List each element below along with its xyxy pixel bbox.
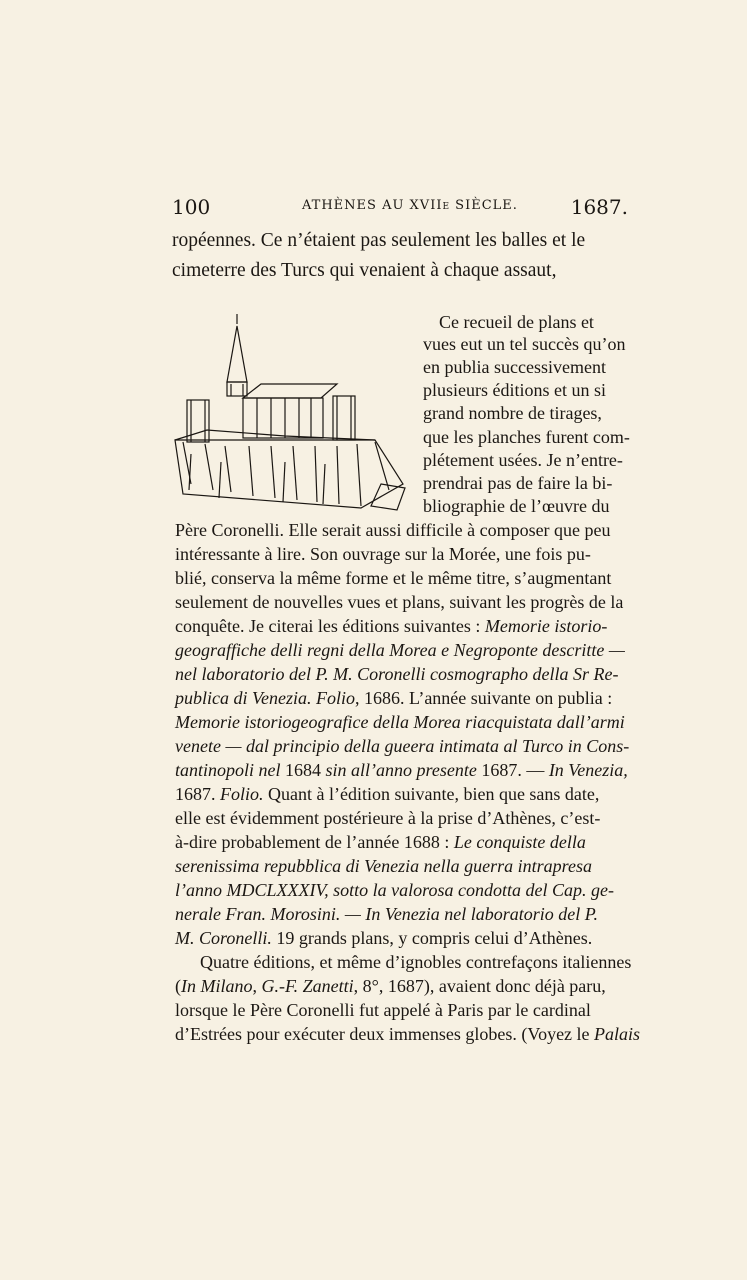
fortress-illustration [165,312,413,520]
text-line [175,832,586,853]
text-line: l’anno MDCLXXXIV, sotto la valorosa condotta del Cap. ge- [175,880,614,900]
text-line: Quatre éditions, et même d’ignobles contrefaçons italiennes [200,952,632,972]
text-span: 1684 [285,760,326,780]
italic-title: In Venezia, [548,760,628,780]
text-line: en publia successivement [423,357,606,377]
italic-title: publica di Venezia. Folio [175,688,355,708]
italic-title: Le conquiste della [453,832,586,852]
text-line: lorsque le Père Coronelli fut appelé à Paris par le cardinal [175,1000,591,1020]
text-line [175,784,599,805]
text-line [175,976,606,997]
text-span: , [252,976,262,996]
text-line [175,928,592,949]
text-line: serenissima repubblica di Venezia nella guerra intrapresa [175,856,592,876]
text-line [175,616,607,637]
text-line: Memorie istoriogeografice della Morea riacquistata dall’armi [175,712,625,732]
italic-title: Palais [594,1024,641,1044]
running-header [172,195,628,223]
text-line: intéressante à lire. Son ouvrage sur la Morée, une fois pu- [175,544,591,564]
text-span: 1687. — [481,760,549,780]
text-line: venete — dal principio della gueera intimata al Turco in Cons- [175,736,630,756]
text-line: nerale Fran. Morosini. — In Venezia nel laboratorio del P. [175,904,598,924]
text-span: 19 grands plans, y compris celui d’Athènes. [271,928,593,948]
text-line: grand nombre de tirages, [423,403,602,423]
text-line: elle est évidemment postérieure à la prise d’Athènes, c’est- [175,808,601,828]
running-title: ATHÈNES AU XVIIe SIÈCLE. [302,198,518,213]
text-line: Père Coronelli. Elle serait aussi difficile à composer que peu [175,520,611,540]
fortress-icon [165,312,413,520]
text-line: que les planches furent com- [423,427,630,447]
text-span: d’Estrées pour exécuter deux immenses globes. (Voyez le [175,1024,595,1044]
text-span: , 1686. L’année suivante on publia : [354,688,613,708]
text-line: Ce recueil de plans et [439,312,594,332]
text-line: bliographie de l’œuvre du [423,496,610,516]
text-line: cimeterre des Turcs qui venaient à chaque assaut, [172,260,557,281]
italic-title: In Milano [181,976,253,996]
text-line: plusieurs éditions et un si [423,380,606,400]
italic-title: G.-F. Zanetti [261,976,354,996]
text-line [175,1024,640,1045]
italic-title: M. Coronelli. [175,928,272,948]
text-span: à-dire probablement de l’année 1688 : [175,832,454,852]
text-line: seulement de nouvelles vues et plans, suivant les progrès de la [175,592,624,612]
text-line: prendrai pas de faire la bi- [423,473,613,493]
text-span: conquête. Je citerai les éditions suivantes : [175,616,485,636]
text-line: nel laboratorio del P. M. Coronelli cosmographo della Sr Re- [175,664,619,684]
text-line [175,760,628,781]
italic-title: tantinopoli nel [175,760,285,780]
text-line: ropéennes. Ce n’étaient pas seulement les balles et le [172,230,586,251]
text-span: 1687. [175,784,220,804]
text-line: plétement usées. Je n’entre- [423,450,623,470]
page-number: 100 [172,195,211,219]
text-line [175,688,612,709]
italic-title: Folio. [220,784,264,804]
italic-title: Memorie istorio- [484,616,608,636]
text-span: Quant à l’édition suivante, bien que sans date, [263,784,600,804]
text-line: vues eut un tel succès qu’on [423,334,626,354]
header-year: 1687. [570,195,628,219]
text-line: geograffiche delli regni della Morea e Negroponte descritte — [175,640,625,660]
text-line: blié, conserva la même forme et le même titre, s’augmentant [175,568,612,588]
text-span: , 8°, 1687), avaient donc déjà paru, [353,976,606,996]
italic-title: sin all’anno presente [325,760,482,780]
text-span: ( [175,976,181,996]
